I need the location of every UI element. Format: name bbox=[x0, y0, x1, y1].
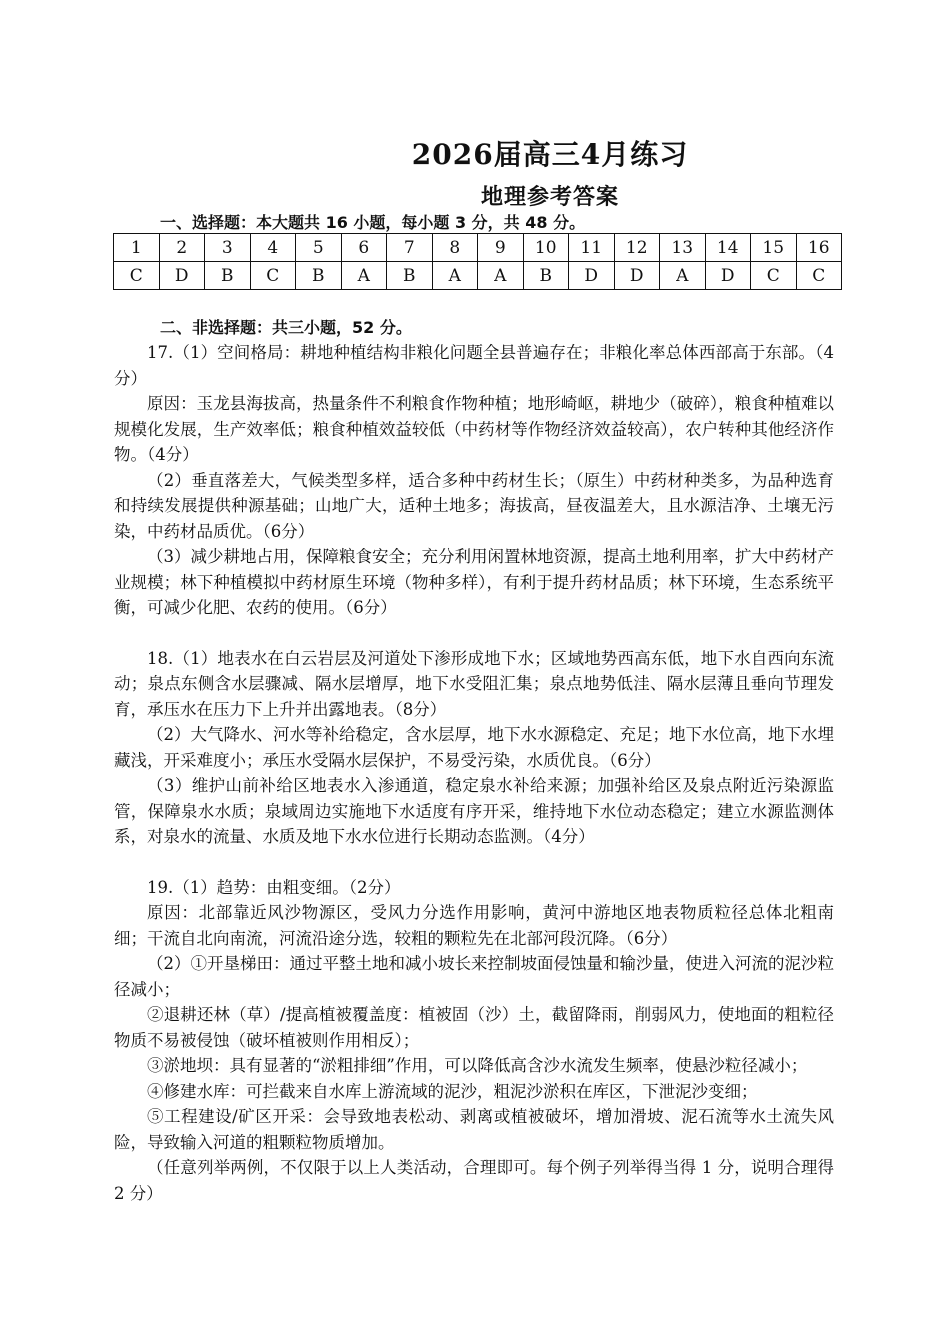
answer-cell: C bbox=[796, 262, 842, 290]
q17-reason: 原因：玉龙县海拔高，热量条件不利粮食作物种植；地形崎岖，耕地少（破碎），粮食种植难以规模化发展，生产效率低；粮食种植效益较低（中药材等作物经济效益较高），农户转种其他经济作物。（4分） bbox=[114, 394, 834, 464]
question-number-cell: 10 bbox=[523, 234, 569, 262]
q17-part1: 17.（1）空间格局：耕地种植结构非粮化问题全县普遍存在；非粮化率总体西部高于东部。（4分） bbox=[114, 343, 834, 388]
answer-cell: D bbox=[159, 262, 205, 290]
question-19 bbox=[114, 875, 834, 1207]
question-number-cell: 12 bbox=[614, 234, 660, 262]
q19-part2-mining: ⑤工程建设/矿区开采：会导致地表松动、剥离或植被破坏，增加滑坡、泥石流等水土流失风险，导致输入河道的粗颗粒物质增加。 bbox=[114, 1107, 834, 1152]
q19-part1: 19.（1）趋势：由粗变细。（2分） bbox=[147, 877, 401, 897]
answer-table-number-row bbox=[114, 234, 842, 262]
page-title: 2026届高三4月练习 bbox=[411, 138, 689, 171]
question-number-cell: 15 bbox=[751, 234, 797, 262]
answer-cell: A bbox=[432, 262, 478, 290]
answer-cell: D bbox=[569, 262, 615, 290]
page-subtitle: 地理参考答案 bbox=[480, 184, 619, 210]
q19-part2-checkdam: ③淤地坝：具有显著的“淤粗排细”作用，可以降低高含沙水流发生频率，使悬沙粒径减小； bbox=[147, 1056, 808, 1075]
question-number-cell: 5 bbox=[296, 234, 342, 262]
answer-table bbox=[113, 233, 842, 290]
section1-heading: 一、选择题：本大题共 16 小题，每小题 3 分，共 48 分。 bbox=[160, 213, 586, 232]
answer-cell: A bbox=[341, 262, 387, 290]
question-number-cell: 8 bbox=[432, 234, 478, 262]
question-18 bbox=[114, 646, 834, 850]
q17-part2: （2）垂直落差大，气候类型多样，适合多种中药材生长；（原生）中药材种类多，为品种选育和持续发展提供种源基础；山地广大，适种土地多；海拔高，昼夜温差大，且水源洁净、土壤无污染，中药材品质优。（6分） bbox=[114, 470, 834, 541]
answer-cell: C bbox=[751, 262, 797, 290]
section2-heading: 二、非选择题：共三小题，52 分。 bbox=[160, 318, 412, 337]
answer-cell: B bbox=[387, 262, 433, 290]
q19-part2-terrace: （2）①开垦梯田：通过平整土地和减小坡长来控制坡面侵蚀量和输沙量，使进入河流的泥沙粒径减小； bbox=[114, 954, 834, 999]
question-number-cell: 7 bbox=[387, 234, 433, 262]
question-number-cell: 13 bbox=[660, 234, 706, 262]
answer-table-answer-row bbox=[114, 262, 842, 290]
answer-cell: A bbox=[660, 262, 706, 290]
q19-part2-reforest: ②退耕还林（草）/提高植被覆盖度：植被固（沙）土，截留降雨，削弱风力，使地面的粗粒径物质不易被侵蚀（破坏植被则作用相反）； bbox=[114, 1005, 834, 1050]
answer-cell: D bbox=[614, 262, 660, 290]
question-number-cell: 2 bbox=[159, 234, 205, 262]
question-number-cell: 9 bbox=[478, 234, 524, 262]
q18-part2: （2）大气降水、河水等补给稳定，含水层厚，地下水水源稳定、充足；地下水位高，地下水埋藏浅，开采难度小；承压水受隔水层保护，不易受污染，水质优良。（6分） bbox=[114, 725, 834, 770]
question-number-cell: 1 bbox=[114, 234, 160, 262]
answer-cell: C bbox=[114, 262, 160, 290]
answer-cell: D bbox=[705, 262, 751, 290]
q18-part1: 18.（1）地表水在白云岩层及河道处下渗形成地下水；区域地势西高东低，地下水自西向东流动；泉点东侧含水层骤减、隔水层增厚，地下水受阻汇集；泉点地势低洼、隔水层薄且垂向节理发育，承压水在压力下上升并出露地表。（8分） bbox=[114, 648, 834, 719]
q19-part2-reservoir: ④修建水库：可拦截来自水库上游流域的泥沙，粗泥沙淤积在库区，下泄泥沙变细； bbox=[147, 1081, 758, 1101]
question-number-cell: 3 bbox=[205, 234, 251, 262]
question-number-cell: 16 bbox=[796, 234, 842, 262]
answer-cell: B bbox=[523, 262, 569, 290]
answer-cell: B bbox=[205, 262, 251, 290]
question-17 bbox=[114, 340, 834, 621]
answer-body bbox=[114, 340, 834, 1206]
question-number-cell: 6 bbox=[341, 234, 387, 262]
answer-cell: C bbox=[250, 262, 296, 290]
q19-scoring-note: （任意列举两例，不仅限于以上人类活动，合理即可。每个例子列举得当得 1 分，说明合理得 2 分） bbox=[114, 1158, 834, 1203]
question-number-cell: 11 bbox=[569, 234, 615, 262]
q19-reason: 原因：北部靠近风沙物源区，受风力分选作用影响，黄河中游地区地表物质粒径总体北粗南细；干流自北向南流，河流沿途分选，较粗的颗粒先在北部河段沉降。（6分） bbox=[114, 903, 834, 948]
q18-part3: （3）维护山前补给区地表水入渗通道，稳定泉水补给来源；加强补给区及泉点附近污染源监管，保障泉水水质；泉域周边实施地下水适度有序开采，维持地下水位动态稳定；建立水源监测体系，对泉水的流量、水质及地下水水位进行长期动态监测。（4分） bbox=[114, 776, 834, 846]
answer-cell: A bbox=[478, 262, 524, 290]
answer-cell: B bbox=[296, 262, 342, 290]
q17-part3: （3）减少耕地占用，保障粮食安全；充分利用闲置林地资源，提高土地利用率，扩大中药材产业规模；林下种植模拟中药材原生环境（物种多样），有利于提升药材品质；林下环境，生态系统平衡，可减少化肥、农药的使用。（6分） bbox=[114, 547, 834, 617]
question-number-cell: 4 bbox=[250, 234, 296, 262]
question-number-cell: 14 bbox=[705, 234, 751, 262]
